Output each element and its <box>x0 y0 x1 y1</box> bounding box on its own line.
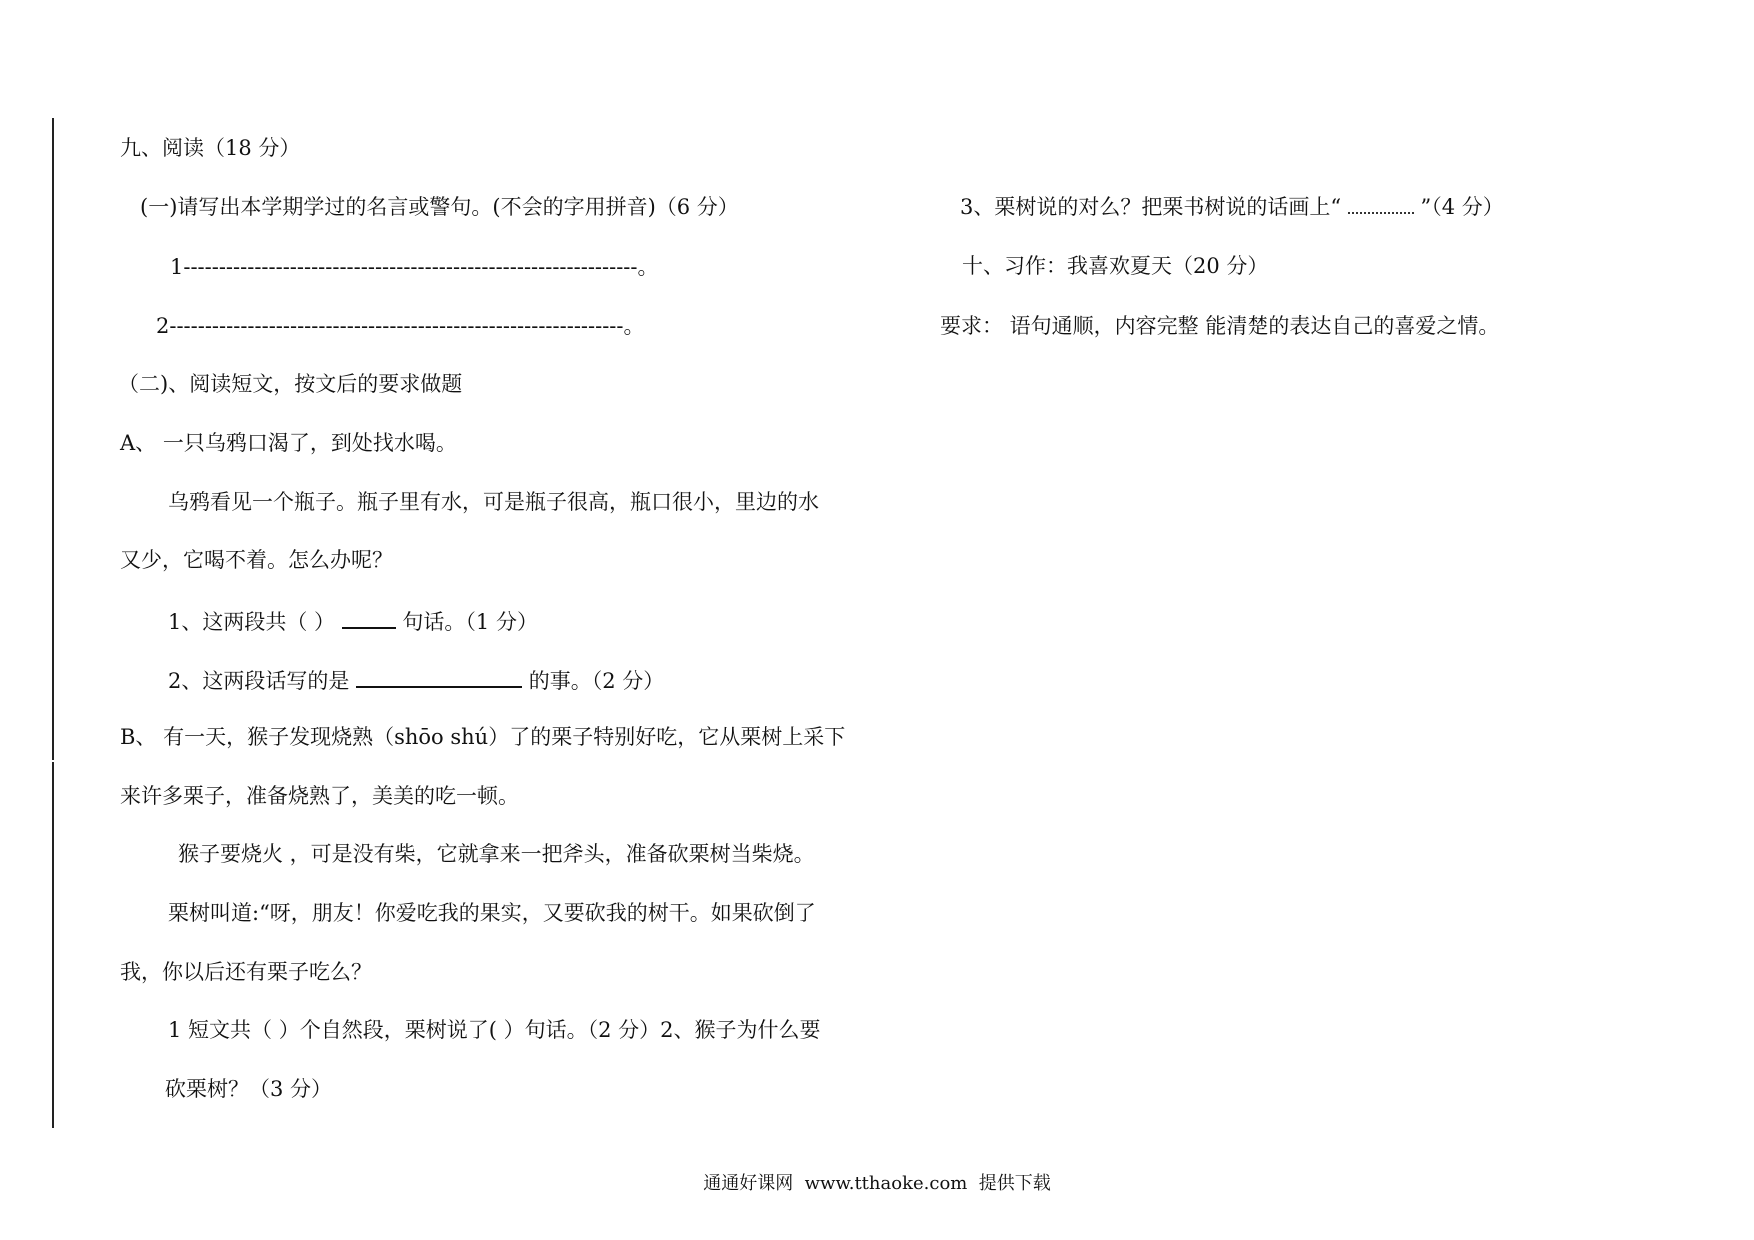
question-a2-suffix: 的事。（2 分） <box>528 669 665 693</box>
passage-b-p3b: 我，你以后还有栗子吃么？ <box>120 960 372 984</box>
wavy-underline-mark <box>1348 202 1414 214</box>
passage-b-p3a: 栗树叫道:“呀，朋友！你爱吃我的果实，又要砍我的树干。如果砍倒了 <box>168 901 816 925</box>
question-a1-suffix: 句话。（1 分） <box>402 610 538 634</box>
passage-a-p2a: 乌鸦看见一个瓶子。瓶子里有水，可是瓶子很高，瓶口很小，里边的水 <box>168 490 819 514</box>
section-10-title: 十、习作：我喜欢夏天（20 分） <box>962 254 1269 278</box>
question-a1-prefix: 1、这两段共（ ） <box>168 610 336 634</box>
part-1-title: (一)请写出本学期学过的名言或警句。(不会的字用拼音)（6 分） <box>140 195 739 219</box>
quote-line-2: 2----------------------------------------------------------------。 <box>156 314 645 338</box>
quote-line-1: 1----------------------------------------------------------------。 <box>170 255 659 279</box>
question-b2: 砍栗树？（3 分） <box>165 1077 333 1101</box>
binding-notch <box>50 760 56 762</box>
writing-requirement: 要求： 语句通顺，内容完整 能清楚的表达自己的喜爱之情。 <box>940 314 1500 338</box>
passage-a-p2b: 又少，它喝不着。怎么办呢？ <box>120 548 393 572</box>
question-b1: 1 短文共（ ）个自然段，栗树说了( ）句话。（2 分）2、猴子为什么要 <box>168 1018 821 1042</box>
footer-source: 通通好课网 www.tthaoke.com 提供下载 <box>703 1173 1051 1194</box>
section-9-title: 九、阅读（18 分） <box>120 136 301 160</box>
passage-b-p1a: B、 有一天，猴子发现烧熟（shōo shú）了的栗子特别好吃，它从栗树上采下 <box>120 725 846 749</box>
binding-line <box>52 118 54 1128</box>
passage-b-p2: 猴子要烧火 ，可是没有柴，它就拿来一把斧头，准备砍栗树当柴烧。 <box>178 842 815 866</box>
question-3-prefix: 3、栗树说的对么？把栗书树说的话画上“ <box>960 195 1342 219</box>
part-2-title: （二)、阅读短文，按文后的要求做题 <box>118 372 463 396</box>
answer-blank-a2[interactable] <box>356 664 522 688</box>
question-a2 <box>168 664 664 695</box>
passage-b-p1b: 来许多栗子，准备烧熟了，美美的吃一顿。 <box>120 784 519 808</box>
question-a1 <box>168 605 538 636</box>
question-3-suffix: ”（4 分） <box>1420 195 1504 219</box>
passage-a-p1: A、 一只乌鸦口渴了，到处找水喝。 <box>120 431 457 455</box>
question-3 <box>960 193 1504 221</box>
answer-blank-a1[interactable] <box>342 605 396 629</box>
question-a2-prefix: 2、这两段话写的是 <box>168 669 350 693</box>
